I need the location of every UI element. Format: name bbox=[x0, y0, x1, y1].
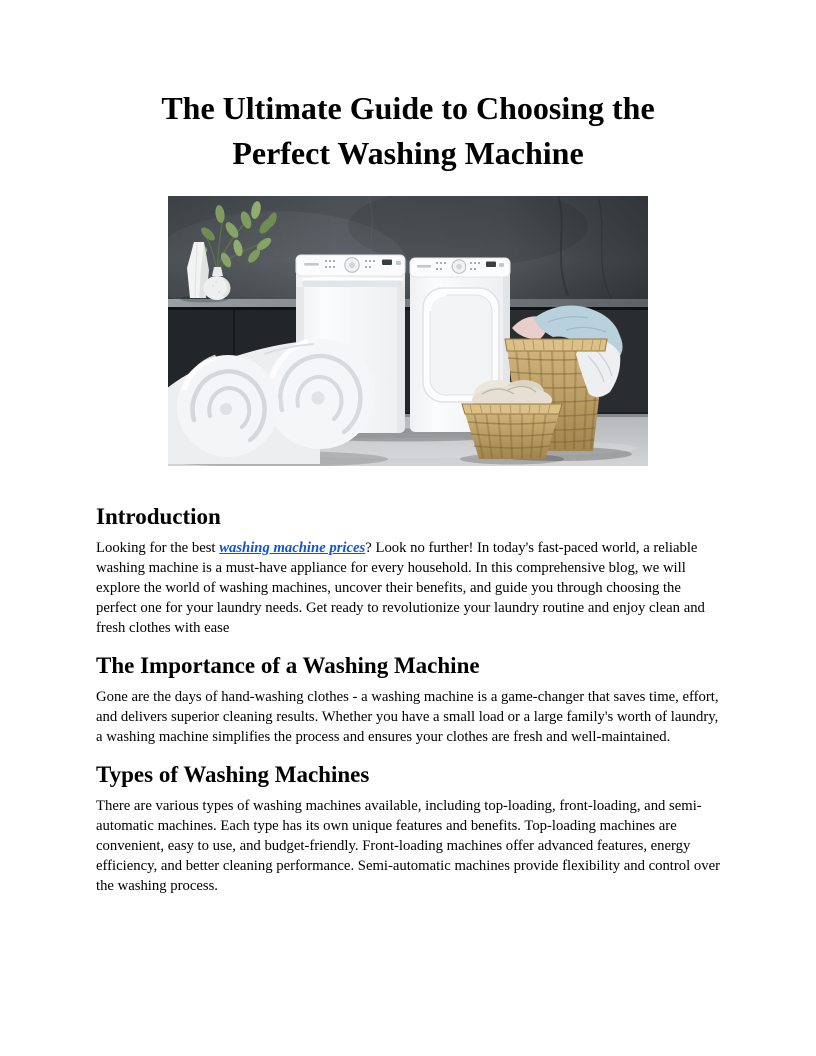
section-types bbox=[96, 761, 720, 896]
section-introduction bbox=[96, 503, 720, 638]
intro-text-before-link: Looking for the best bbox=[96, 540, 220, 556]
document-title bbox=[96, 86, 720, 176]
importance-heading: The Importance of a Washing Machine bbox=[96, 653, 480, 678]
introduction-paragraph bbox=[96, 538, 720, 638]
laundry-room-photo bbox=[168, 196, 648, 466]
section-importance bbox=[96, 652, 720, 747]
intro-text-after-link: ? Look no further! In today's fast-paced world, a reliable washing machine is a must-have appliance for every household. In this comprehensive blog, we will explore the world of washing machines, uncover their benefits, and guide you through choosing the perfect one for your laundry needs. Get ready to revolutionize your laundry routine and enjoy clean and fresh clothes with ease bbox=[96, 540, 705, 636]
washer-lid-handle bbox=[302, 281, 403, 288]
dryer-brand-label bbox=[417, 265, 431, 268]
duvet-roll-right bbox=[265, 339, 375, 449]
introduction-heading: Introduction bbox=[96, 504, 221, 529]
washing-machine-prices-link[interactable]: washing machine prices bbox=[219, 540, 366, 556]
duvet-roll-left bbox=[177, 355, 279, 457]
types-paragraph: There are various types of washing machines available, including top-loading, front-loading, and semi-automatic machines. Each type has its own unique features and benefits. Top-loading machines are convenient, easy to use, and budget-friendly. Front-loading machines offer advanced features, energy efficiency, and better cleaning performance. Semi-automatic machines provide flexibility and control over the washing process. bbox=[96, 798, 720, 894]
title-line-2: Perfect Washing Machine bbox=[232, 135, 584, 171]
washer-brand-label bbox=[304, 263, 319, 266]
importance-paragraph: Gone are the days of hand-washing clothes - a washing machine is a game-changer that saves time, effort, and delivers superior cleaning results. Whether you have a small load or a large family's worth of laundry, a washing machine simplifies the process and ensures your clothes are fresh and well-maintained. bbox=[96, 689, 719, 745]
types-heading: Types of Washing Machines bbox=[96, 762, 370, 787]
title-line-1: The Ultimate Guide to Choosing the bbox=[161, 90, 655, 126]
